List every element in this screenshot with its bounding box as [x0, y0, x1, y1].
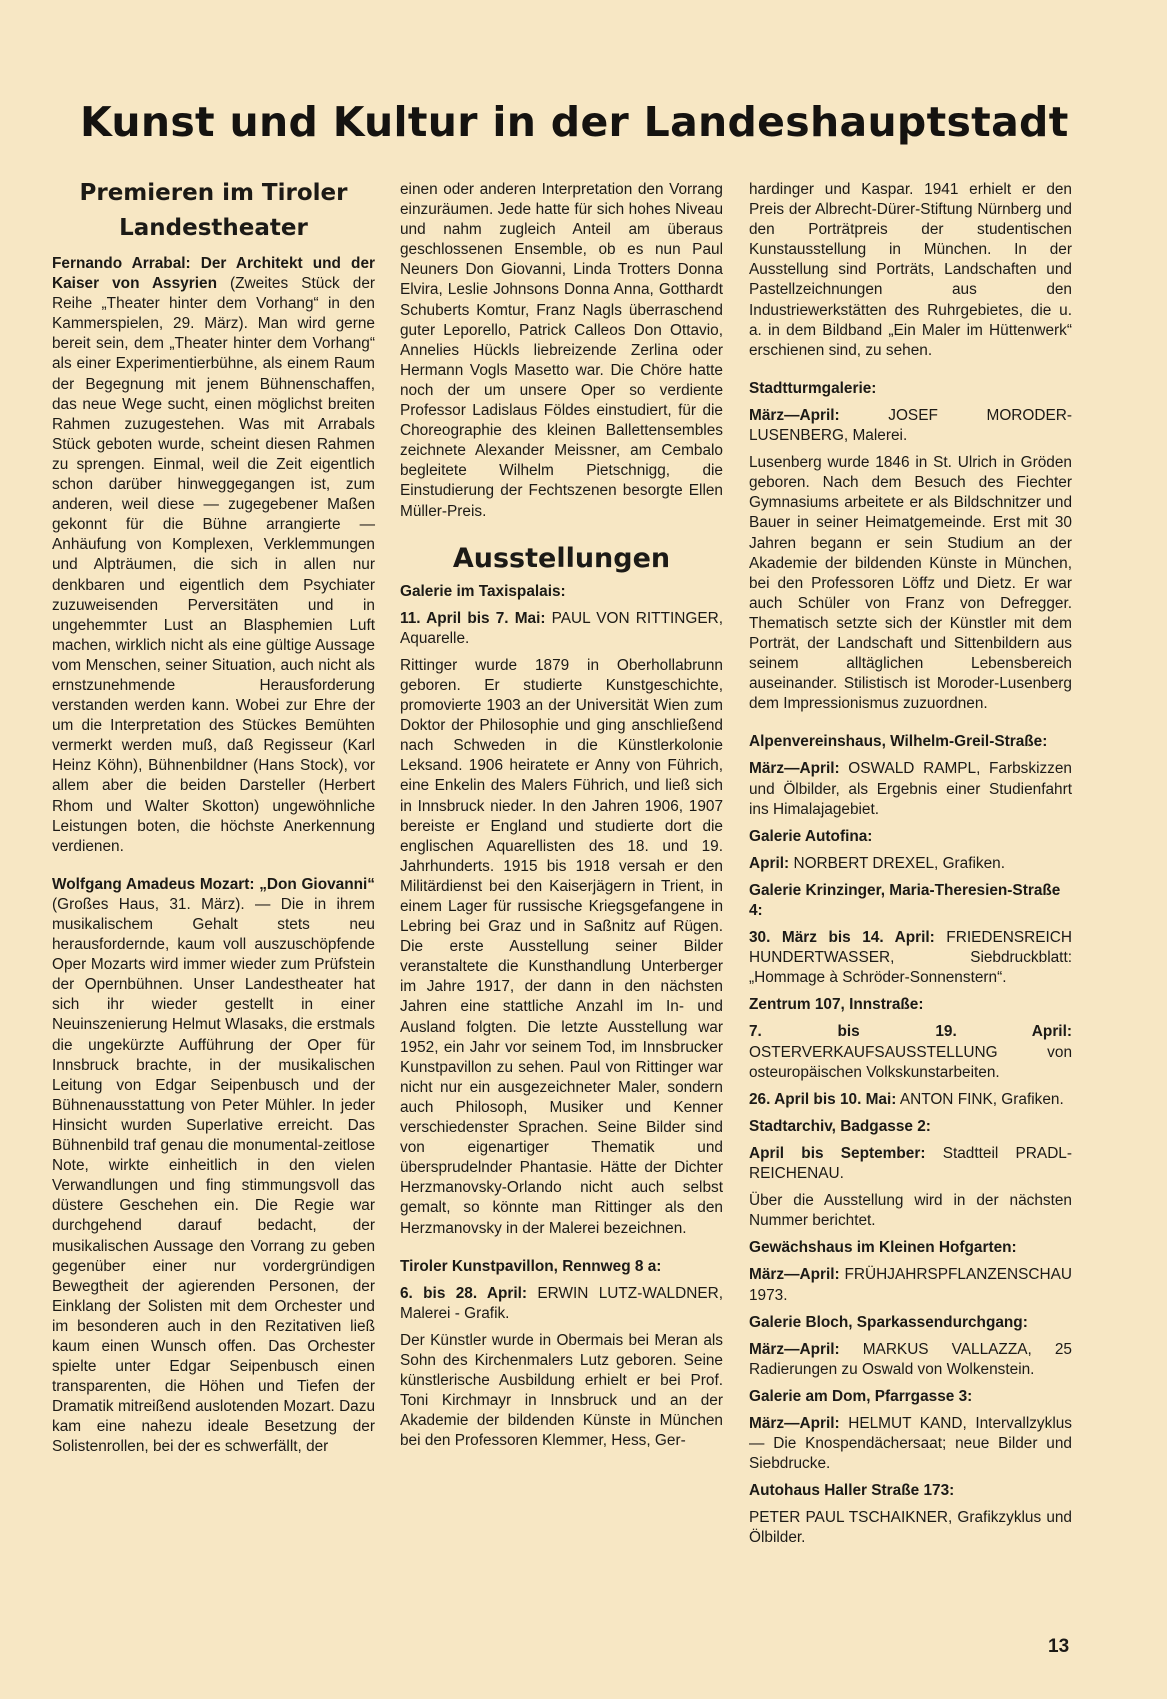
exhibition-title: PAUL VON RITTINGER, Aquarelle. [400, 609, 723, 647]
exhibition-title: NORBERT DREXEL, Grafiken. [789, 854, 1006, 872]
venue-stadtturmgalerie: Stadtturmgalerie: [749, 379, 877, 397]
exhibition-description: Rittinger wurde 1879 in Oberhollabrunn geboren. Er studierte Kunstgeschichte, promovierte 1903 an der Universität Wien zum Doktor der Philosophie und ging anschließend nach Schweden in die Künstlerkolonie Leksand. 1906 heiratete er Anny von Führich, eine Enkelin des Malers Führich, und ließ sich in Innsbruck nieder. In den Jahren 1906, 1907 bereiste er England und studierte dort die englischen Aquarellisten des 18. und 19. Jahrhunderts. 1915 bis 1918 versah er den Militärdienst bei den Kaiserjägern in Trient, in einem Lager für russische Kriegsgefangene in Lebring bei Graz und in Saßnitz auf Rügen. Die erste Ausstellung seiner Bilder veranstaltete die Kunsthandlung Unterberger im Jahre 1917, der dann in den nächsten Jahren eine stattliche Anzahl im In- und Ausland folgten. Die letzte Ausstellung war 1952, ein Jahr vor seinem Tod, im Innsbrucker Kunstpavillon zu sehen. Paul von Rittinger war nicht nur ein ausgezeichneter Maler, sondern auch Philosoph, Musiker und Kenner verschiedenster Sprachen. Seine Bilder sind von eigenartiger Thematik und übersprudelnder Phantasie. Hätte der Dichter Herzmanovsky-Orlando nicht auch selbst gemalt, so könnte man Rittinger als den Herzmanovsky in der Malerei bezeichnen. [400, 656, 723, 1237]
exhibition-date: März—April: [749, 1340, 840, 1358]
exhibition-entry [749, 1265, 1072, 1305]
venue-kunstpavillon: Tiroler Kunstpavillon, Rennweg 8 a: [400, 1257, 662, 1275]
venue-zentrum-107: Zentrum 107, Innstraße: [749, 996, 924, 1014]
page-number: 13 [1048, 1636, 1070, 1657]
venue-gewaechshaus: Gewächshaus im Kleinen Hofgarten: [749, 1239, 1017, 1257]
exhibition-date: 11. April bis 7. Mai: [400, 609, 546, 627]
exhibition-date: 26. April bis 10. Mai: [749, 1090, 897, 1108]
exhibition-title: Stadtteil PRADL-REICHENAU. [749, 1144, 1072, 1183]
exhibition-entry [749, 759, 1072, 819]
exhibition-title: MARKUS VALLAZZA, 25 Radierungen zu Oswald von Wolkenstein. [749, 1340, 1072, 1378]
exhibition-entry [749, 1022, 1072, 1082]
venue-galerie-bloch: Galerie Bloch, Sparkassendurchgang: [749, 1313, 1028, 1331]
venue-autohaus: Autohaus Haller Straße 173: [749, 1482, 955, 1500]
section-heading-premieren: Premieren im Tiroler Landestheater [79, 180, 348, 241]
exhibition-entry [749, 1144, 1072, 1184]
column-3 [749, 180, 1072, 1556]
section-heading-ausstellungen: Ausstellungen [452, 542, 671, 574]
exhibition-date: März—April: [749, 1266, 840, 1284]
article-mozart [52, 875, 375, 1458]
exhibition-description: Über die Ausstellung wird in der nächsten Nummer berichtet. [749, 1192, 1072, 1230]
exhibition-title: OSTERVERKAUFSAUSSTELLUNG von osteuropäischen Volkskunstarbeiten. [749, 1043, 1072, 1081]
exhibition-entry [749, 854, 1072, 874]
venue-taxispalais: Galerie im Taxispalais: [400, 582, 566, 600]
column-1 [52, 180, 375, 1466]
page-title: Kunst und Kultur in der Landeshauptstadt [80, 98, 1069, 146]
exhibition-entry [749, 1090, 1072, 1110]
exhibition-title: FRÜHJAHRSPFLANZENSCHAU 1973. [749, 1266, 1072, 1304]
venue-galerie-am-dom: Galerie am Dom, Pfarrgasse 3: [749, 1387, 973, 1405]
venue-stadtarchiv: Stadtarchiv, Badgasse 2: [749, 1117, 931, 1135]
exhibition-entry [749, 1340, 1072, 1380]
exhibition-date: März—April: [749, 406, 840, 424]
exhibition-title: HELMUT KAND, Intervallzyklus — Die Knospendächersaat; neue Bilder und Siebdrucke. [749, 1414, 1072, 1473]
article-arrabal [52, 254, 375, 857]
column-2 [400, 180, 723, 1459]
exhibition-date: März—April: [749, 760, 840, 778]
exhibition-title: FRIEDENSREICH HUNDERTWASSER, Siebdruckblatt: „Hommage à Schröder-Sonnenstern“. [749, 929, 1073, 987]
exhibition-description-continued: hardinger und Kaspar. 1941 erhielt er den Preis der Albrecht-Dürer-Stiftung Nürnberg und den Porträtpreis der studentischen Kunstausstellung in München. In der Ausstellung sind Porträts, Landschaften und Pastellzeichnungen aus den Industriewerkstätten des Ruhrgebietes, die u. a. in dem Bildband „Ein Maler im Hüttenwerk“ erschienen sind, zu sehen. [749, 181, 1072, 359]
article-lead: Fernando Arrabal: Der Architekt und der Kaiser von Assyrien [52, 255, 375, 293]
exhibition-date: 6. bis 28. April: [400, 1284, 528, 1302]
article-body: (Zweites Stück der Reihe „Theater hinter dem Vorhang“ in den Kammerspielen, 29. März). Man wird gerne bereit sein, dem „Theater hinter dem Vorhang“ als einer Experimentierbühne, als einem Raum der Begegnung mit jenem Bühnenschaffen, das neue Wege sucht, einen möglichst breiten Rahmen zuzugestehen. Was mit Arrabals Stück geboten wurde, scheint diesen Rahmen zu sprengen. Einmal, weil die Zeit eigentlich schon darüber hinweggegangen ist, zum anderen, weil diese — zugegebener Maßen gekonnt für die Bühne arrangierte — Anhäufung von Komplexen, Verklemmungen und Alpträumen, die sich in allen nur denkbaren und eigentlich dem Psychiater zuzuweisenden Perversitäten und in ungehemmter Lust an Blasphemien Luft machen, wirklich nicht als eine gültige Aussage vom Menschen, seiner Situation, auch nicht als ernstzunehmende Herausforderung verstanden werden kann. Wobei zur Ehre der um die Interpretation des Stückes Bemühten vermerkt werden muß, daß Regisseur (Karl Heinz Köhn), Bühnenbildner (Hans Stock), vor allem aber die beiden Darsteller (Herbert Rhom und Walter Skotton) ungewöhnliche Leistungen boten, die höchste Anerkennung verdienen. [52, 275, 375, 855]
exhibition-date: April bis September: [749, 1144, 926, 1162]
exhibition-entry [400, 1284, 723, 1324]
venue-autofina: Galerie Autofina: [749, 827, 873, 845]
venue-krinzinger: Galerie Krinzinger, Maria-Theresien-Straße 4: [749, 881, 1061, 919]
exhibition-title: ERWIN LUTZ-WALDNER, Malerei - Grafik. [400, 1284, 723, 1322]
venue-alpenvereinshaus: Alpenvereinshaus, Wilhelm-Greil-Straße: [749, 733, 1048, 751]
exhibition-entry [749, 928, 1072, 988]
article-mozart-continued: einen oder anderen Interpretation den Vorrang einzuräumen. Jede hatte für sich hohes Niveau und nahm zugleich Anteil am überaus geschlossenen Ensemble, ob es nun Paul Neuners Don Giovanni, Linda Trotters Donna Elvira, Leslie Johnsons Donna Anna, Gotthardt Schuberts Komtur, Franz Nagls überraschend guter Leporello, Patrick Calleos Don Ottavio, Annelies Hückls liebreizende Zerlina oder Hermann Vogls Masetto war. Die Chöre hatte noch der um unsere Oper so verdiente Professor Ladislaus Földes einstudiert, für die Choreographie des kleinen Ballettensembles zeichnete Alexander Meissner, am Cembalo begleitete Wilhelm Pietschnigg, die Einstudierung der Fechtszenen besorgte Ellen Müller-Preis. [400, 181, 723, 520]
exhibition-entry [400, 609, 723, 649]
exhibition-title: ANTON FINK, Grafiken. [896, 1090, 1064, 1108]
exhibition-description: Lusenberg wurde 1846 in St. Ulrich in Gröden geboren. Nach dem Besuch des Fiechter Gymnasiums arbeitete er als Bildschnitzer und Bauer in seiner Heimatgemeinde. Erst mit 30 Jahren begann er sein Studium an der Akademie der bildenden Künste in München, bei den Professoren Löffz und Dietz. Er war auch Schüler von Franz von Defregger. Thematisch setzte sich der Künstler mit dem Porträt, der Landschaft und Sittenbildern aus seinem alltäglichen Lebensbereich auseinander. Stilistisch ist Moroder-Lusenberg dem Impressionismus zuzuordnen. [749, 454, 1072, 713]
exhibition-date: April: [749, 854, 790, 872]
exhibition-date: 7. bis 19. April: [749, 1023, 1072, 1041]
exhibition-entry [749, 1414, 1072, 1474]
article-lead: Wolfgang Amadeus Mozart: „Don Giovanni“ [52, 875, 375, 893]
exhibition-description: Der Künstler wurde in Obermais bei Meran als Sohn des Kirchenmalers Lutz geboren. Seine künstlerische Ausbildung erhielt er bei Prof. Toni Kirchmayr in Innsbruck und an der Akademie der bildenden Künste in München bei den Professoren Klemmer, Hess, Ger- [400, 1331, 723, 1450]
exhibition-title: PETER PAUL TSCHAIKNER, Grafikzyklus und Ölbilder. [749, 1509, 1072, 1547]
exhibition-entry [749, 406, 1072, 446]
exhibition-date: März—April: [749, 1414, 840, 1432]
exhibition-date: 30. März bis 14. April: [749, 929, 935, 947]
exhibition-title: OSWALD RAMPL, Farbskizzen und Ölbilder, als Ergebnis einer Studienfahrt ins Himalajagebiet. [749, 760, 1072, 818]
exhibition-title: JOSEF MORODER-LUSENBERG, Malerei. [749, 406, 1072, 445]
article-body: (Großes Haus, 31. März). — Die in ihrem musikalischem Gehalt stets neu herausfordernde, kaum voll auszuschöpfende Oper Mozarts wird immer wieder zum Prüfstein der Opernbühnen. Unser Landestheater hat sich ihr wieder gestellt in einer Neuinszenierung Helmut Wlasaks, die erstmals die ungekürzte Aufführung der Oper für Innsbruck brachte, in der musikalischen Leitung von Edgar Seipenbusch und der Bühnenausstattung von Peter Mühler. In jeder Hinsicht wurden Superlative erreicht. Das Bühnenbild traf genau die monumental-zeitlose Note, wirkte einheitlich in den vielen Verwandlungen und fing stimmungsvoll das düstere Geschehen ein. Die Regie war durchgehend darauf bedacht, der musikalischen Aussage den Vorrang zu geben gegenüber einer nur vordergründigen Bewegtheit der agierenden Personen, der Einklang der Solisten mit dem Orchester und im besonderen auch in den Rezitativen ließ kaum einen Wunsch offen. Das Orchester spielte unter Edgar Seipenbusch einen transparenten, die Höhen und Tiefen der Dramatik mitreißend auslotenden Mozart. Dazu kam eine nahezu ideale Besetzung der Solistenrollen, bei der es schwerfällt, der [52, 895, 375, 1456]
